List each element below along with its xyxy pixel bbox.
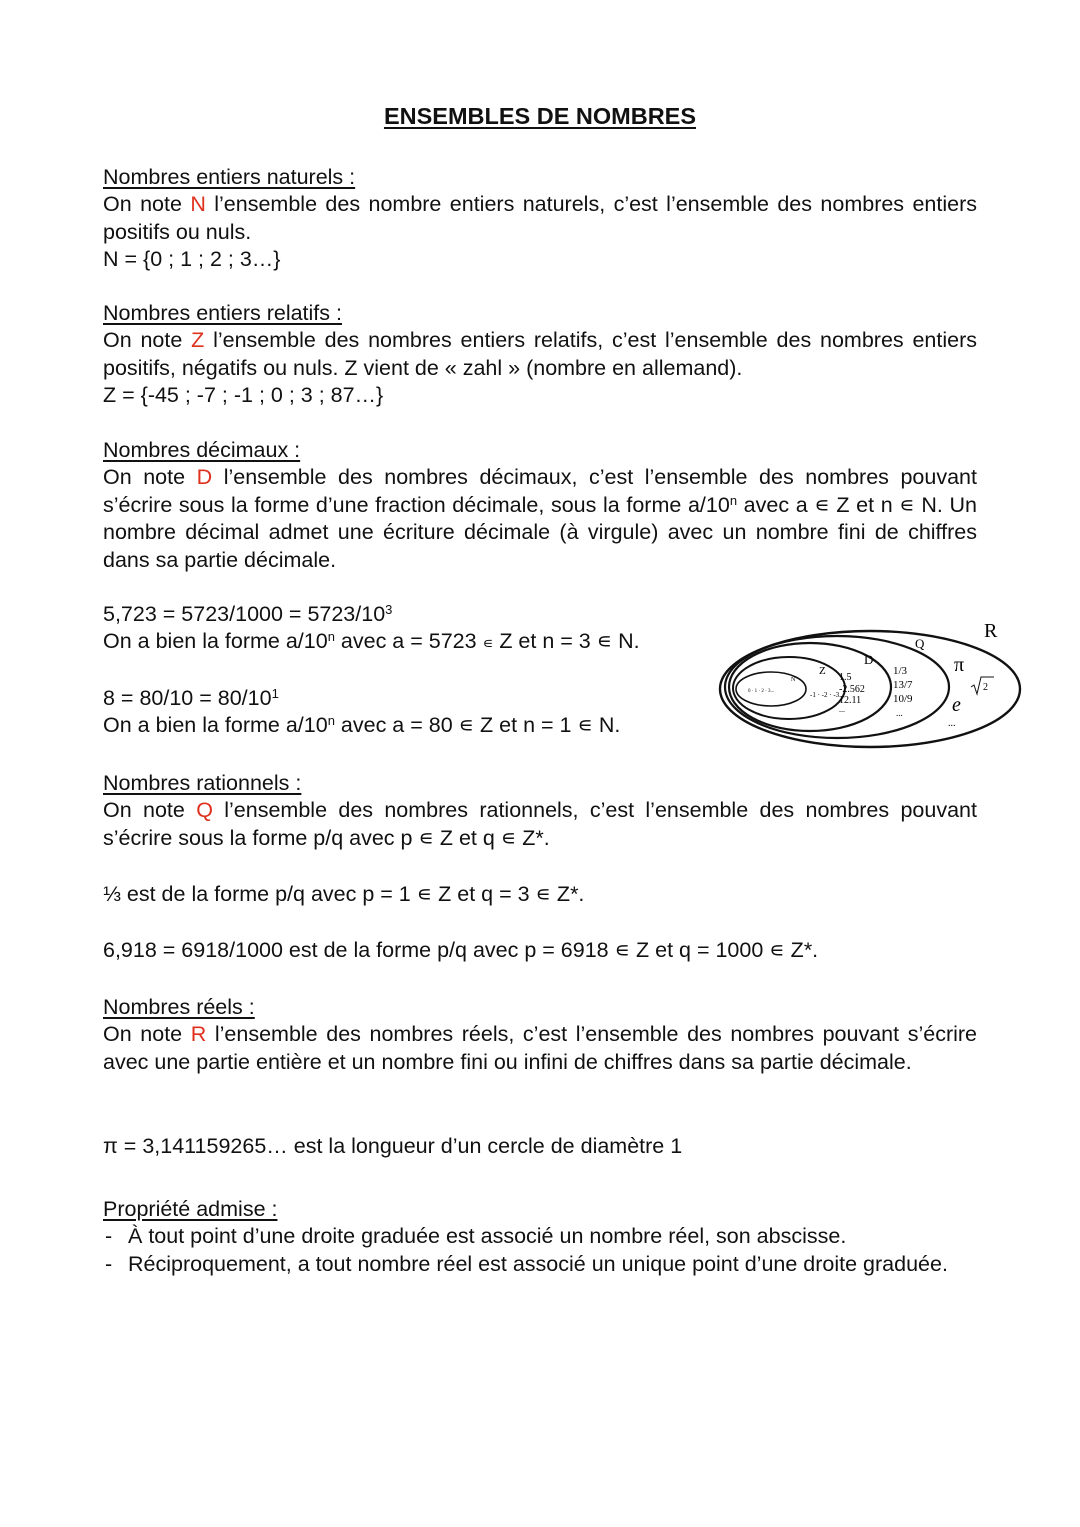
R-element-e: e (952, 694, 961, 716)
Q-element-1: 1/3 (893, 665, 908, 677)
text: On note (103, 192, 191, 217)
D-element-3: 12.11 (839, 695, 862, 706)
property-item: - À tout point d’une droite graduée est associé un nombre réel, son abscisse. (103, 1223, 977, 1250)
exponent: 3 (385, 602, 393, 617)
decimal-example-1-check (103, 628, 703, 657)
label-R: R (984, 620, 998, 642)
exponent: n (729, 492, 738, 508)
definition-reels (103, 1021, 977, 1076)
real-example-pi: π = 3,141159265… est la longueur d’un cercle de diamètre 1 (103, 1134, 683, 1158)
set-letter-N: N (190, 192, 206, 217)
text: On a bien la forme a/10 (103, 713, 328, 738)
section-reels (103, 994, 977, 1076)
text: On a bien la forme a/10 (103, 629, 328, 654)
text: On note (103, 465, 197, 490)
set-letter-D: D (196, 465, 213, 490)
heading-decimaux: Nombres décimaux : (103, 438, 301, 462)
text: l’ensemble des nombres décimaux, c’est l’ensemble des nombres pouvant s’écrire sous la forme d’une fraction décimale, sous la forme a/10 (103, 465, 977, 517)
section-relatifs (103, 300, 977, 410)
D-element-4: ... (839, 705, 845, 714)
label-Q: Q (915, 636, 925, 651)
section-naturels (103, 164, 977, 274)
set-Z-ellipse (733, 657, 845, 719)
rational-example-2: 6,918 = 6918/1000 est de la forme p/q avec p = 6918 ∊ Z et q = 1000 ∊ Z*. (103, 938, 819, 962)
section-propriete (103, 1196, 977, 1278)
heading-reels: Nombres réels : (103, 995, 255, 1019)
heading-naturels: Nombres entiers naturels : (103, 165, 356, 189)
property-list (103, 1223, 977, 1278)
exponent: 1 (271, 686, 279, 701)
decimal-example-1 (103, 601, 703, 658)
definition-rationnels (103, 797, 977, 852)
R-element-more: ... (948, 718, 956, 729)
exponent: n (327, 713, 335, 729)
text: On note (103, 328, 192, 353)
rational-example-1: ⅓ est de la forme p/q avec p = 1 ∊ Z et q = 3 ∊ Z*. (103, 882, 585, 906)
text: avec a = 5723 (334, 629, 483, 654)
N-elements: 0 · 1 · 2 · 3... (748, 689, 775, 694)
set-Q-ellipse (725, 636, 949, 738)
Q-element-3: 10/9 (893, 693, 913, 705)
text: l’ensemble des nombres rationnels, c’est l’ensemble des nombres pouvant s’écrire sous la forme p/q avec p ∊ Z et q ∊ Z*. (103, 798, 977, 850)
text: On note (103, 798, 197, 823)
set-letter-Q: Q (196, 798, 213, 823)
heading-relatifs: Nombres entiers relatifs : (103, 301, 342, 325)
decimal-example-2-equation (103, 685, 703, 712)
definition-naturels (103, 191, 977, 246)
D-element-2: -2.562 (839, 684, 865, 695)
section-decimaux (103, 437, 977, 574)
R-element-pi: π (954, 654, 965, 676)
Z-elements: -1 · -2 · -3... (810, 691, 845, 699)
heading-rationnels: Nombres rationnels : (103, 771, 302, 795)
text: l’ensemble des nombres réels, c’est l’ensemble des nombres pouvant s’écrire avec une partie entière et un nombre fini ou infini de chiffres dans sa partie décimale. (103, 1022, 977, 1074)
text: avec a ∊ Z et n ∊ N. Un nombre décimal admet une écriture décimale (à virgule) avec un nombre fini de chiffres dans sa partie décimale. (103, 492, 977, 572)
set-letter-Z: Z (191, 328, 205, 353)
page-title: ENSEMBLES DE NOMBRES (383, 103, 697, 129)
decimal-example-1-equation (103, 601, 703, 628)
number-sets-diagram (716, 615, 1026, 755)
D-element-1: 1.5 (839, 672, 852, 683)
property-item: - Réciproquement, a tout nombre réel est associé un unique point d’une droite graduée. (103, 1251, 977, 1278)
text: l’ensemble des nombres entiers relatifs, c’est l’ensemble des nombres entiers positifs, négatifs ou nuls. Z vient de « zahl » (nombre en allemand). (103, 328, 977, 380)
R-element-sqrt: 2 (983, 682, 988, 693)
exponent: n (327, 629, 335, 645)
heading-propriete: Propriété admise : (103, 1197, 278, 1221)
text: avec a = 80 ∊ Z et n = 1 ∊ N. (334, 713, 621, 738)
label-Z: Z (819, 665, 826, 677)
label-D: D (864, 652, 874, 667)
definition-decimaux (103, 464, 977, 574)
text: On note (103, 1022, 191, 1047)
set-Z-example: Z = {-45 ; -7 ; -1 ; 0 ; 3 ; 87…} (103, 383, 384, 408)
definition-relatifs (103, 327, 977, 382)
decimal-example-2 (103, 685, 703, 740)
set-N-example: N = {0 ; 1 ; 2 ; 3…} (103, 247, 281, 272)
set-letter-R: R (190, 1022, 207, 1047)
text: Z et n = 3 ∊ N. (493, 629, 640, 654)
text: 8 = 80/10 = 80/10 (103, 686, 272, 710)
text: l’ensemble des nombre entiers naturels, c’est l’ensemble des nombres entiers positifs ou nuls. (103, 192, 977, 244)
element-of-symbol: ∊ (482, 635, 494, 653)
label-N: N (791, 677, 796, 683)
Q-element-4: ... (896, 708, 903, 718)
Q-element-2: 13/7 (893, 679, 913, 691)
section-rationnels (103, 770, 977, 852)
decimal-example-2-check (103, 712, 703, 739)
text: 5,723 = 5723/1000 = 5723/10 (103, 602, 386, 626)
